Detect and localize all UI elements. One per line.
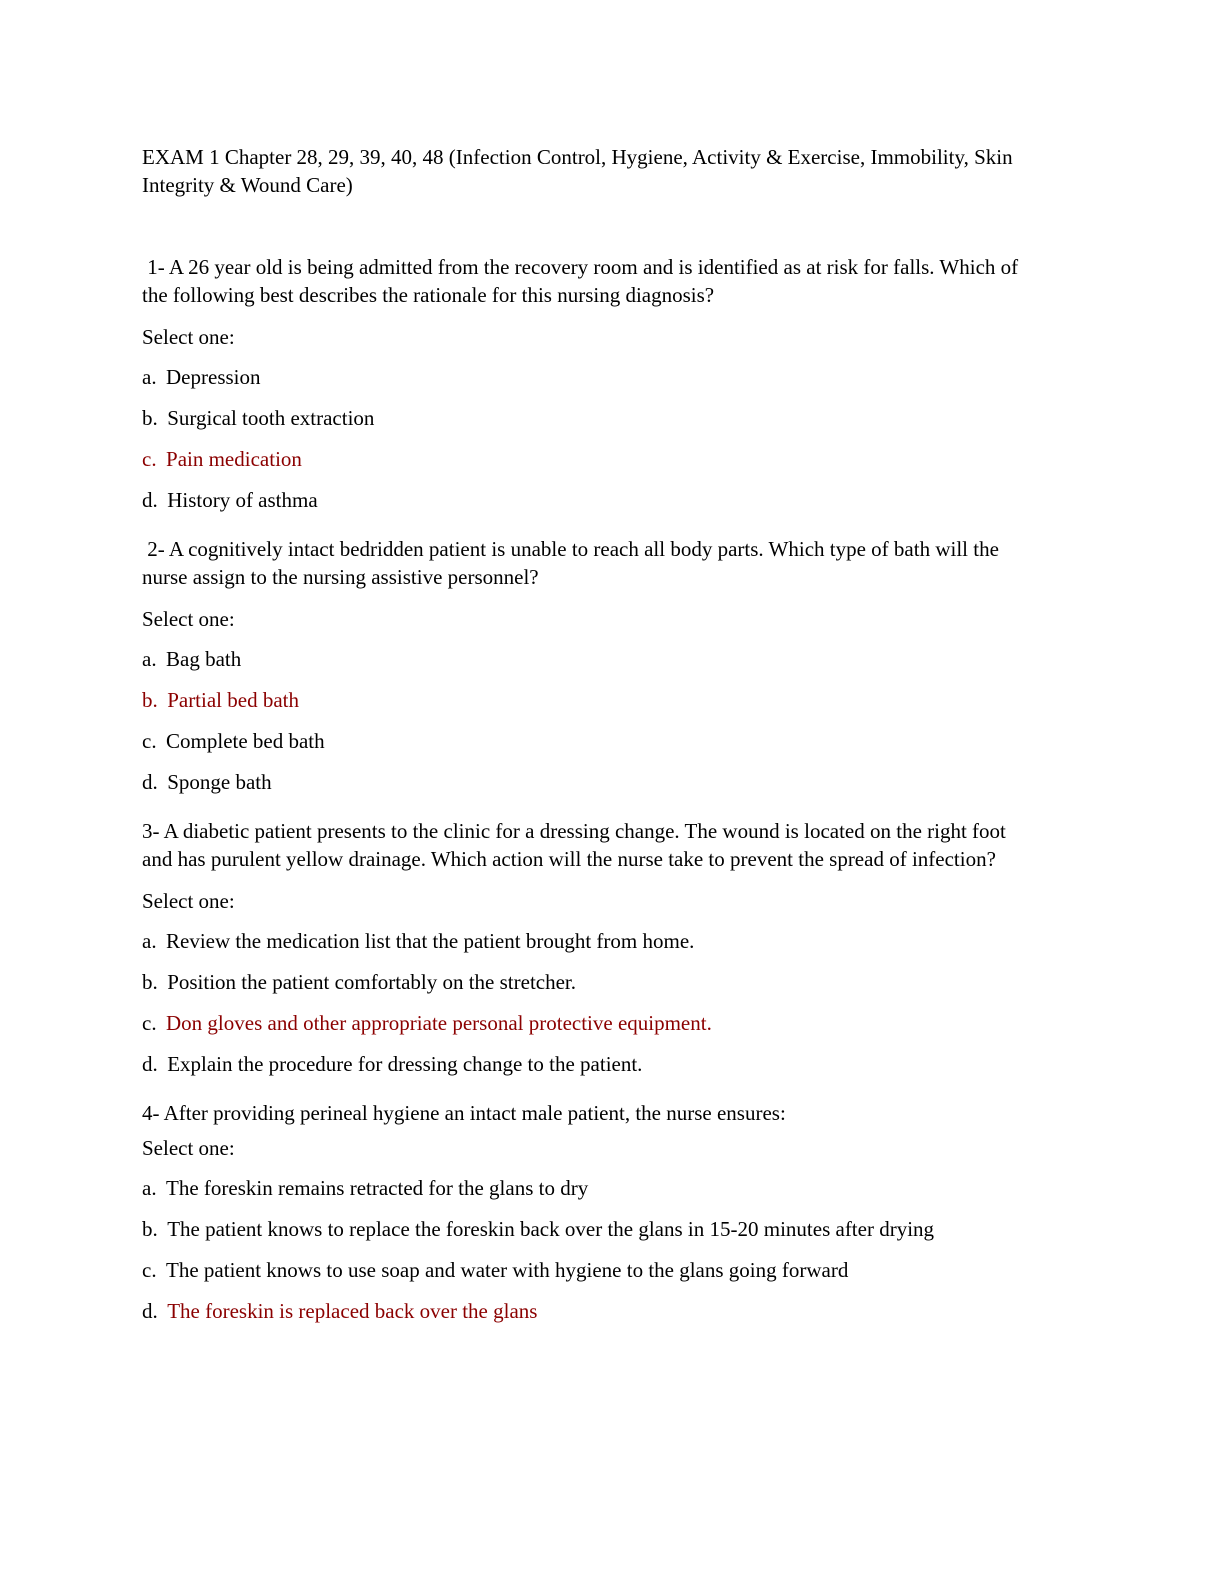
option-c-highlighted-answer bbox=[142, 445, 1022, 473]
select-one-label: Select one: bbox=[142, 607, 235, 631]
option-text: Depression bbox=[166, 365, 261, 389]
option-letter: a. bbox=[142, 1176, 157, 1200]
option-letter: c. bbox=[142, 447, 157, 471]
option-c bbox=[142, 727, 1022, 755]
option-a bbox=[142, 363, 1022, 391]
question-text: 1- A 26 year old is being admitted from the recovery room and is identified as at risk for falls. Which of the following best describes the rationale for this nursing diagnosis? bbox=[142, 255, 1024, 307]
option-c bbox=[142, 1256, 1022, 1284]
option-b bbox=[142, 1215, 1022, 1243]
select-one-label: Select one: bbox=[142, 889, 235, 913]
question-4 bbox=[142, 1099, 1084, 1325]
option-letter: d. bbox=[142, 488, 158, 512]
option-text: Explain the procedure for dressing change to the patient. bbox=[167, 1052, 643, 1076]
option-d bbox=[142, 768, 1022, 796]
option-b bbox=[142, 404, 1022, 432]
option-text: The foreskin is replaced back over the glans bbox=[167, 1299, 538, 1323]
option-letter: c. bbox=[142, 729, 157, 753]
option-a bbox=[142, 645, 1022, 673]
option-c-highlighted-answer bbox=[142, 1009, 1022, 1037]
option-b-highlighted-answer bbox=[142, 686, 1022, 714]
option-d bbox=[142, 486, 1022, 514]
option-letter: a. bbox=[142, 365, 157, 389]
option-d bbox=[142, 1050, 1022, 1078]
option-text: History of asthma bbox=[167, 488, 318, 512]
option-text: The patient knows to use soap and water with hygiene to the glans going forward bbox=[166, 1258, 849, 1282]
option-letter: c. bbox=[142, 1258, 157, 1282]
question-3 bbox=[142, 817, 1084, 1078]
option-letter: d. bbox=[142, 1052, 158, 1076]
question-1 bbox=[142, 253, 1084, 514]
question-text: 2- A cognitively intact bedridden patient is unable to reach all body parts. Which type of bath will the nurse assign to the nursing assistive personnel? bbox=[142, 537, 1005, 589]
option-text: Position the patient comfortably on the stretcher. bbox=[167, 970, 577, 994]
option-letter: b. bbox=[142, 688, 158, 712]
option-b bbox=[142, 968, 1022, 996]
select-one-label: Select one: bbox=[142, 1136, 235, 1160]
option-text: The foreskin remains retracted for the glans to dry bbox=[166, 1176, 589, 1200]
option-text: Pain medication bbox=[166, 447, 302, 471]
option-letter: d. bbox=[142, 770, 158, 794]
option-text: Review the medication list that the patient brought from home. bbox=[166, 929, 695, 953]
option-a bbox=[142, 1174, 1022, 1202]
option-a bbox=[142, 927, 1022, 955]
option-letter: a. bbox=[142, 647, 157, 671]
option-text: Complete bed bath bbox=[166, 729, 325, 753]
select-one-label: Select one: bbox=[142, 325, 235, 349]
option-text: Surgical tooth extraction bbox=[167, 406, 375, 430]
question-text: 3- A diabetic patient presents to the clinic for a dressing change. The wound is located on the right foot and has purulent yellow drainage. Which action will the nurse take to prevent the spread of infection? bbox=[142, 819, 1012, 871]
option-text: Don gloves and other appropriate personal protective equipment. bbox=[166, 1011, 712, 1035]
option-text: The patient knows to replace the foreskin back over the glans in 15-20 minutes after drying bbox=[167, 1217, 935, 1241]
option-letter: d. bbox=[142, 1299, 158, 1323]
option-text: Bag bath bbox=[166, 647, 242, 671]
option-text: Partial bed bath bbox=[167, 688, 299, 712]
option-letter: a. bbox=[142, 929, 157, 953]
option-letter: b. bbox=[142, 1217, 158, 1241]
page-title: EXAM 1 Chapter 28, 29, 39, 40, 48 (Infection Control, Hygiene, Activity & Exercise, Immobility, Skin Integrity & Wound Care) bbox=[142, 145, 1018, 197]
option-d-highlighted-answer bbox=[142, 1297, 1022, 1325]
option-letter: b. bbox=[142, 970, 158, 994]
option-letter: c. bbox=[142, 1011, 157, 1035]
question-text: 4- After providing perineal hygiene an intact male patient, the nurse ensures: bbox=[142, 1101, 786, 1125]
option-letter: b. bbox=[142, 406, 158, 430]
option-text: Sponge bath bbox=[167, 770, 272, 794]
question-2 bbox=[142, 535, 1084, 796]
